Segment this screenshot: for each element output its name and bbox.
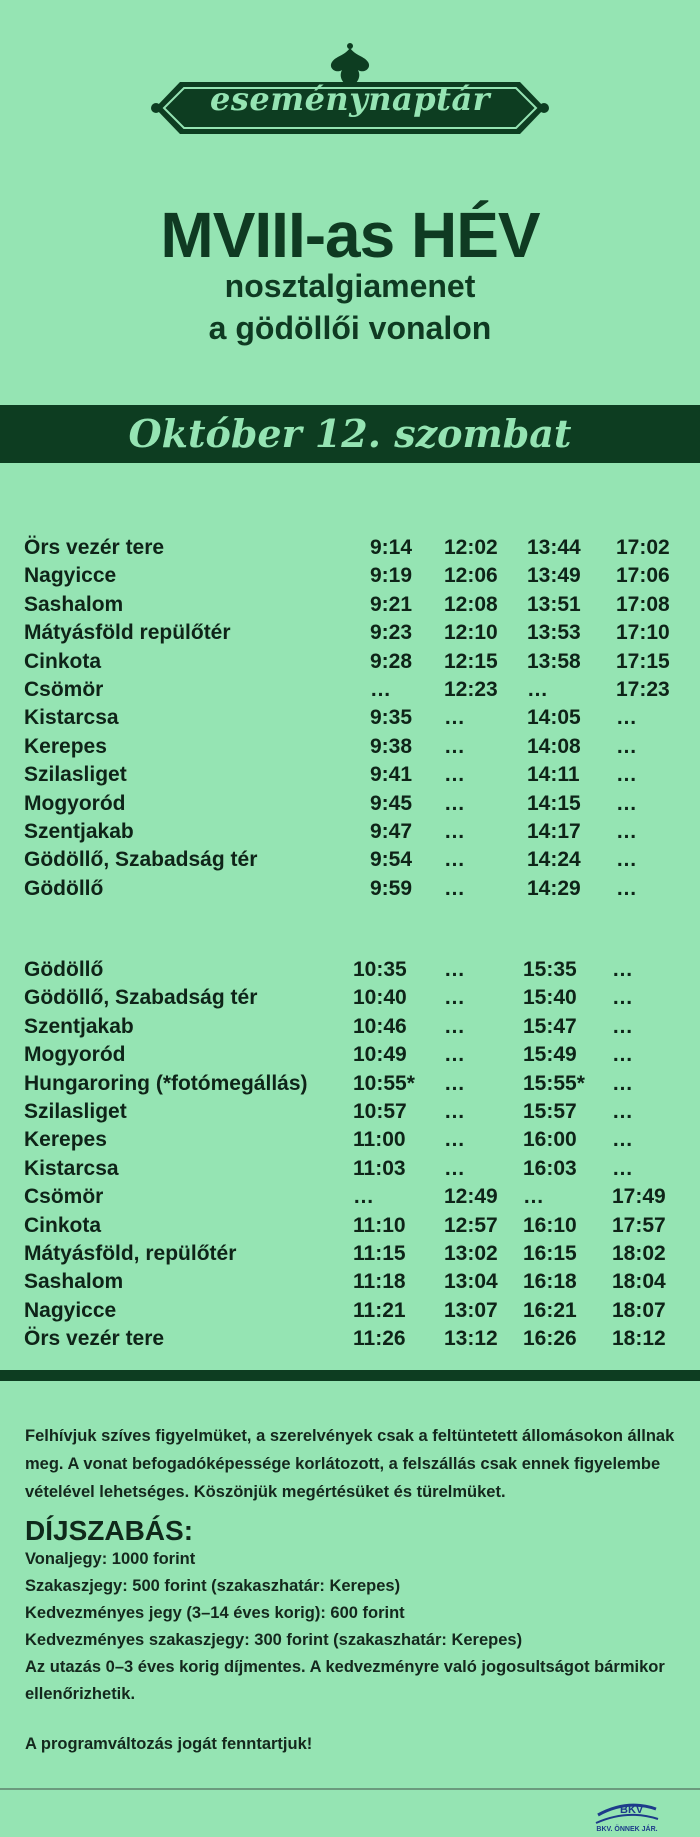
station-name: Hungaroring (*fotómegállás) [24,1071,308,1095]
departure-time: 13:44 [527,536,581,559]
station-name: Gödöllő [24,958,104,981]
fee-item: Kedvezményes jegy (3–14 éves korig): 600 forint [25,1604,405,1622]
station-name: Kerepes [24,734,107,758]
departure-time: 12:15 [444,649,498,673]
departure-time: … [612,986,633,1010]
timetable-row [24,1295,684,1323]
departure-time: … [370,677,391,701]
station-name: Kerepes [24,1128,107,1152]
departure-time: 10:40 [353,986,407,1010]
station-name: Örs vezér tere [24,1327,165,1351]
timetable-row [24,1323,684,1351]
departure-time: 10:57 [353,1099,407,1123]
timetable-row [24,1011,684,1039]
outbound-timetable [24,532,684,901]
departure-time: 16:15 [523,1241,577,1265]
departure-time: … [444,734,465,758]
departure-time: 12:57 [444,1213,498,1237]
departure-time: 15:49 [523,1043,577,1067]
departure-time: 13:12 [444,1327,498,1351]
station-name: Gödöllő, Szabadság tér [24,986,258,1010]
station-name: Csömör [24,1185,104,1209]
station-name: Gödöllő [24,876,104,900]
departure-time: 11:21 [353,1298,406,1322]
departure-time: … [444,819,465,843]
departure-time: … [444,1099,465,1123]
page-subtitle-2: a gödöllői vonalon [208,310,492,346]
departure-time: 11:15 [353,1241,406,1265]
departure-time: 15:55* [523,1071,585,1095]
notice-text: Felhívjuk szíves figyelmüket, a szerelvények csak a feltüntetett állomásokon állnak meg. A vonat befogadóképessége korlátozott, a felszállás csak ennek figyelembe vételével lehetséges. Köszönjük megértésüket és türelmüket. [25,1427,675,1501]
timetable-row [24,532,684,560]
timetable-row [24,1096,684,1124]
departure-time: … [523,1185,544,1209]
timetable-row [24,1124,684,1152]
departure-time: 12:06 [444,564,498,588]
departure-time: 14:29 [527,876,581,900]
fee-item: Kedvezményes szakaszjegy: 300 forint (szakaszhatár: Kerepes) [25,1631,523,1649]
station-name: Nagyicce [24,1298,117,1322]
station-name: Kistarcsa [24,706,119,730]
fees-list [25,1546,675,1708]
page-subtitle-1: nosztalgiamenet [224,268,476,304]
logo-caption: BKV. ÖNNEK JÁR. [596,1826,658,1833]
timetable-row [24,674,684,702]
logo-text: BKV [620,1804,644,1816]
program-change-note: A programváltozás jogát fenntartjuk! [25,1735,313,1753]
departure-time: … [444,763,465,787]
departure-time: … [444,1128,465,1152]
departure-time: … [444,986,465,1010]
departure-time: 14:11 [527,763,580,787]
station-name: Szentjakab [24,819,134,843]
departure-time: 9:38 [370,734,413,758]
departure-time: 16:10 [523,1213,577,1237]
timetable-row [24,589,684,617]
timetable-row [24,1068,684,1096]
departure-time: 16:03 [523,1156,577,1180]
departure-time: … [444,791,465,815]
fee-item: Szakaszjegy: 500 forint (szakaszhatár: Kerepes) [25,1577,401,1595]
station-name: Csömör [24,677,104,701]
return-timetable [24,954,684,1351]
departure-time: 11:03 [353,1156,406,1180]
departure-time: 16:21 [523,1298,577,1322]
page-title: MVIII-as HÉV [160,199,540,271]
timetable-row [24,1181,684,1209]
timetable-row [24,1266,684,1294]
station-name: Cinkota [24,649,102,673]
departure-time: 17:10 [616,621,670,645]
departure-time: 11:10 [353,1213,406,1237]
departure-time: … [444,848,465,872]
departure-time: … [444,1014,465,1038]
departure-time: 17:08 [616,592,670,616]
departure-time: 10:55* [353,1071,415,1095]
departure-time: 15:57 [523,1099,577,1123]
departure-time: 17:57 [612,1213,666,1237]
departure-time: 9:45 [370,791,413,815]
departure-time: … [616,706,637,730]
departure-time: … [444,1043,465,1067]
departure-time: … [612,1128,633,1152]
timetable-row [24,954,684,982]
departure-time: … [612,1043,633,1067]
departure-time: 13:58 [527,649,581,673]
departure-time: 17:23 [616,677,670,701]
timetable-row [24,702,684,730]
departure-time: 12:02 [444,536,498,559]
section-divider [0,1370,700,1381]
departure-time: 13:53 [527,621,581,645]
departure-time: 14:08 [527,734,581,758]
station-name: Kistarcsa [24,1156,119,1180]
timetable-row [24,1210,684,1238]
departure-time: 14:15 [527,791,581,815]
departure-time: 17:06 [616,564,670,588]
station-name: Mogyoród [24,791,126,815]
departure-time: 18:04 [612,1270,666,1294]
departure-time: … [353,1185,374,1209]
departure-time: 11:00 [353,1128,406,1152]
departure-time: 11:26 [353,1327,406,1351]
departure-time: … [444,1071,465,1095]
departure-time: 16:26 [523,1327,577,1351]
departure-time: … [616,848,637,872]
departure-time: 13:04 [444,1270,498,1294]
date-bar: Október 12. szombat [0,405,700,463]
departure-time: … [612,1099,633,1123]
station-name: Mátyásföld, repülőtér [24,1241,237,1265]
departure-time: 9:47 [370,819,413,843]
departure-time: 12:10 [444,621,498,645]
departure-time: 10:46 [353,1014,407,1038]
departure-time: … [616,763,637,787]
departure-time: 9:28 [370,649,413,673]
fees-heading: DÍJSZABÁS: [25,1515,194,1546]
departure-time: 13:07 [444,1298,498,1322]
departure-time: 9:14 [370,536,413,559]
station-name: Mogyoród [24,1043,126,1067]
departure-time: 12:08 [444,592,498,616]
departure-time: 14:24 [527,848,581,872]
station-name: Gödöllő, Szabadság tér [24,848,258,872]
departure-time: 14:05 [527,706,581,730]
timetable-row [24,1153,684,1181]
departure-time: … [444,876,465,900]
timetable-row [24,788,684,816]
departure-time: … [616,734,637,758]
departure-time: 17:49 [612,1185,666,1209]
station-name: Sashalom [24,592,124,616]
departure-time: 9:41 [370,763,413,787]
departure-time: … [612,1014,633,1038]
fee-item: Vonaljegy: 1000 forint [25,1550,196,1568]
departure-time: … [616,791,637,815]
departure-time: … [616,876,637,900]
station-name: Szilasliget [24,1099,127,1123]
departure-time: 12:49 [444,1185,498,1209]
departure-time: 17:02 [616,536,670,559]
departure-time: … [612,1156,633,1180]
timetable-row [24,646,684,674]
timetable-row [24,873,684,901]
timetable-row [24,1039,684,1067]
station-name: Sashalom [24,1270,124,1294]
departure-time: … [444,706,465,730]
departure-time: 9:54 [370,848,413,872]
departure-time: 10:49 [353,1043,407,1067]
footer-divider [0,1788,700,1790]
departure-time: 17:15 [616,649,670,673]
departure-time: 12:23 [444,677,498,701]
timetable-row [24,617,684,645]
departure-time: 11:18 [353,1270,406,1294]
departure-time: 15:47 [523,1014,577,1038]
departure-time: … [444,958,465,981]
departure-time: 9:21 [370,592,413,616]
departure-time: 13:02 [444,1241,498,1265]
departure-time: 9:59 [370,876,413,900]
station-name: Szentjakab [24,1014,134,1038]
departure-time: … [612,1071,633,1095]
departure-time: 15:40 [523,986,577,1010]
timetable-row [24,982,684,1010]
departure-time: 18:07 [612,1298,666,1322]
events-banner [150,42,550,152]
station-name: Szilasliget [24,763,127,787]
timetable-row [24,1238,684,1266]
timetable-row [24,759,684,787]
departure-time: 18:12 [612,1327,666,1351]
departure-time: 9:23 [370,621,413,645]
departure-time: 18:02 [612,1241,666,1265]
departure-time: … [616,819,637,843]
station-name: Cinkota [24,1213,102,1237]
departure-time: 9:19 [370,564,413,588]
departure-time: 14:17 [527,819,581,843]
departure-time: … [612,958,633,981]
departure-time: … [444,1156,465,1180]
timetable-row [24,731,684,759]
departure-time: 10:35 [353,958,407,981]
departure-time: 16:00 [523,1128,577,1152]
departure-time: 13:49 [527,564,581,588]
departure-time: … [527,677,548,701]
station-name: Örs vezér tere [24,536,165,559]
station-name: Mátyásföld repülőtér [24,621,231,645]
departure-time: 13:51 [527,592,581,616]
timetable-row [24,844,684,872]
departure-time: 9:35 [370,706,413,730]
timetable-row [24,816,684,844]
timetable-row [24,560,684,588]
station-name: Nagyicce [24,564,117,588]
departure-time: 15:35 [523,958,577,981]
departure-time: 16:18 [523,1270,577,1294]
banner-label: eseménynaptár [209,80,491,118]
fee-item: Az utazás 0–3 éves korig díjmentes. A kedvezményre való jogosultságot bármikor ellenőrizhetik. [25,1658,665,1703]
